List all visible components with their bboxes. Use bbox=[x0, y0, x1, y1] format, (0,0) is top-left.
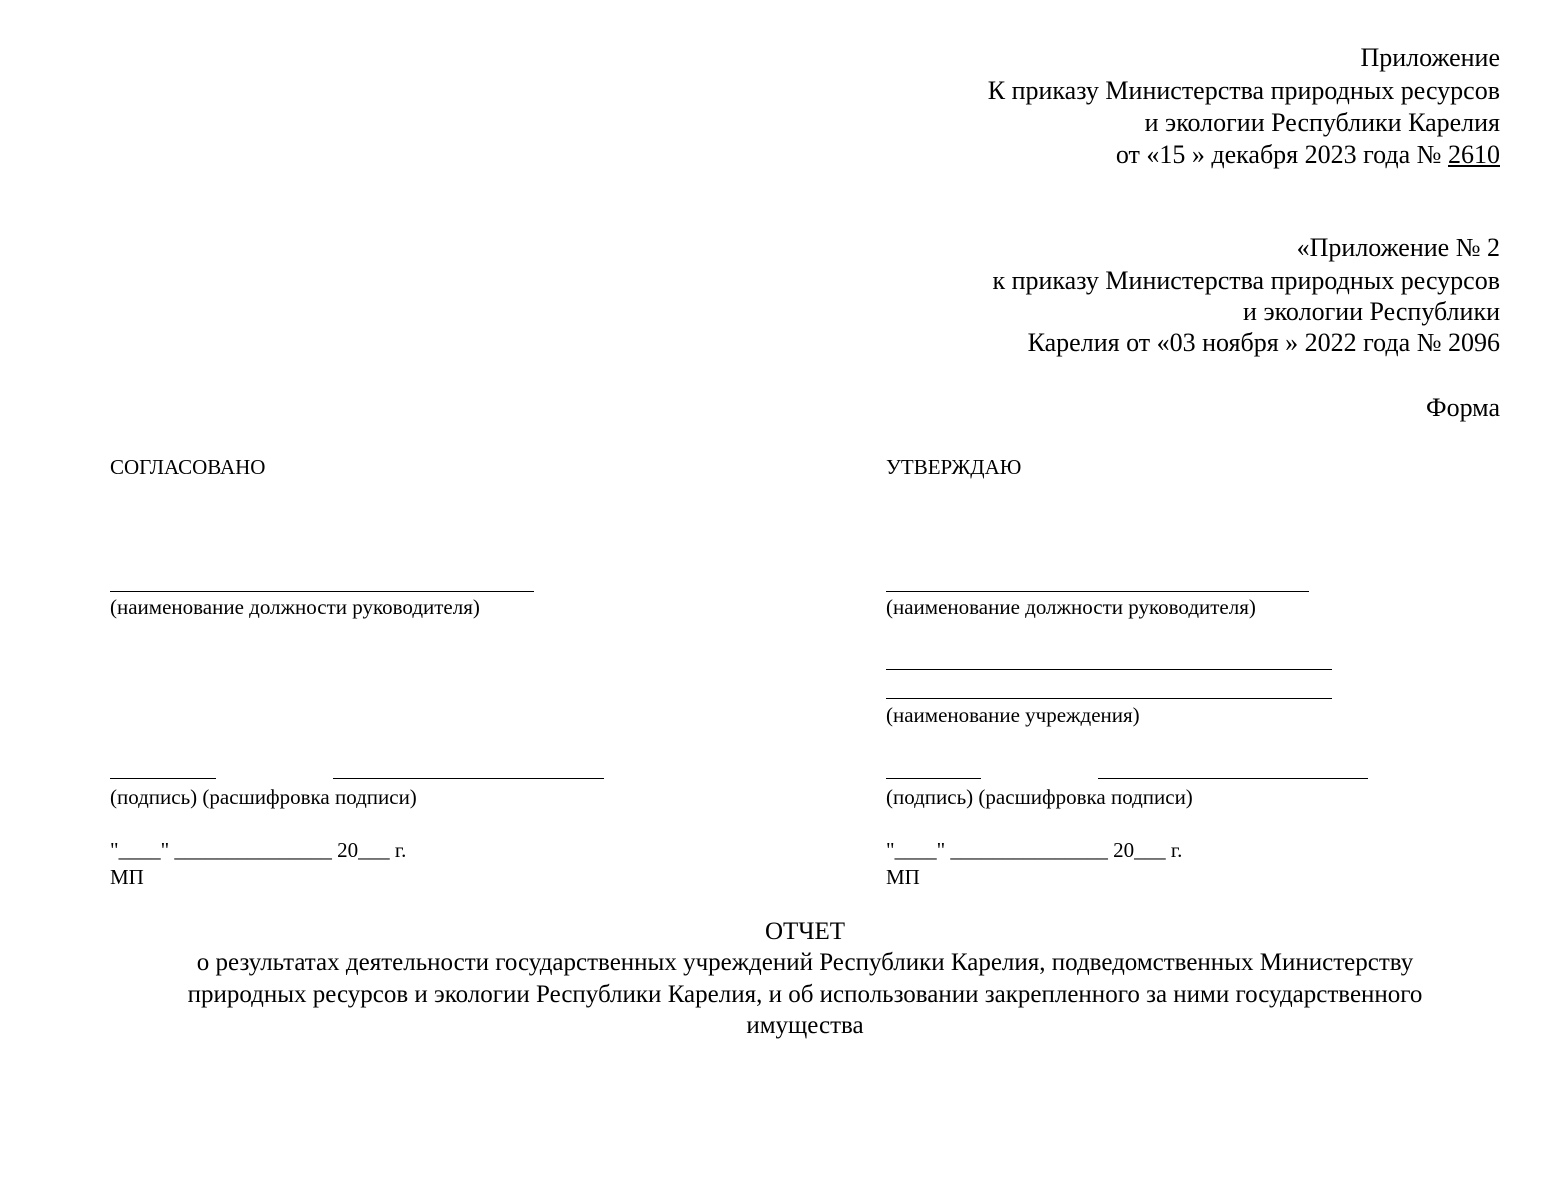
right-signature-line bbox=[886, 778, 981, 779]
appendix-2-order-line: к приказу Министерства природных ресурсов bbox=[992, 266, 1500, 295]
left-position-line bbox=[110, 591, 534, 592]
right-position-caption: (наименование должности руководителя) bbox=[886, 595, 1256, 619]
approve-heading: УТВЕРЖДАЮ bbox=[886, 455, 1022, 479]
left-signature-line bbox=[110, 778, 216, 779]
left-position-caption: (наименование должности руководителя) bbox=[110, 595, 480, 619]
right-institution-caption: (наименование учреждения) bbox=[886, 703, 1140, 727]
right-signature-caption: (подпись) (расшифровка подписи) bbox=[886, 785, 1193, 809]
left-stamp-label: МП bbox=[110, 865, 144, 889]
report-subtitle-line-2: природных ресурсов и экологии Республики Карелия, и об использовании закрепленного за ними государственного bbox=[187, 981, 1423, 1008]
appendix-ministry-line: и экологии Республики Карелия bbox=[1144, 108, 1500, 137]
report-subtitle-line-3: имущества bbox=[746, 1012, 864, 1039]
report-subtitle-line-1: о результатах деятельности государственных учреждений Республики Карелия, подведомственных Министерству bbox=[196, 949, 1414, 976]
appendix-2-date-line: Карелия от «03 ноября » 2022 года № 2096 bbox=[1027, 328, 1500, 357]
appendix-order-number: 2610 bbox=[1448, 140, 1500, 169]
report-title: ОТЧЕТ bbox=[764, 918, 846, 945]
right-signature-decoding-line bbox=[1098, 778, 1368, 779]
appendix-order-line: К приказу Министерства природных ресурсов bbox=[987, 76, 1500, 105]
left-signature-caption: (подпись) (расшифровка подписи) bbox=[110, 785, 417, 809]
right-date-line: "____" _______________ 20___ г. bbox=[886, 838, 1183, 862]
form-label: Форма bbox=[1426, 393, 1500, 422]
left-signature-decoding-line bbox=[333, 778, 604, 779]
right-institution-line-2 bbox=[886, 698, 1332, 699]
appendix-2-ministry-line: и экологии Республики bbox=[1243, 297, 1500, 326]
right-position-line bbox=[886, 591, 1309, 592]
left-date-line: "____" _______________ 20___ г. bbox=[110, 838, 407, 862]
right-institution-line-1 bbox=[886, 669, 1332, 670]
agreed-heading: СОГЛАСОВАНО bbox=[110, 455, 266, 479]
appendix-2-title: «Приложение № 2 bbox=[1296, 233, 1500, 262]
right-stamp-label: МП bbox=[886, 865, 920, 889]
appendix-date-line bbox=[1116, 139, 1500, 171]
appendix-title: Приложение bbox=[1360, 43, 1500, 72]
appendix-date-prefix: от «15 » декабря 2023 года № bbox=[1115, 140, 1448, 169]
